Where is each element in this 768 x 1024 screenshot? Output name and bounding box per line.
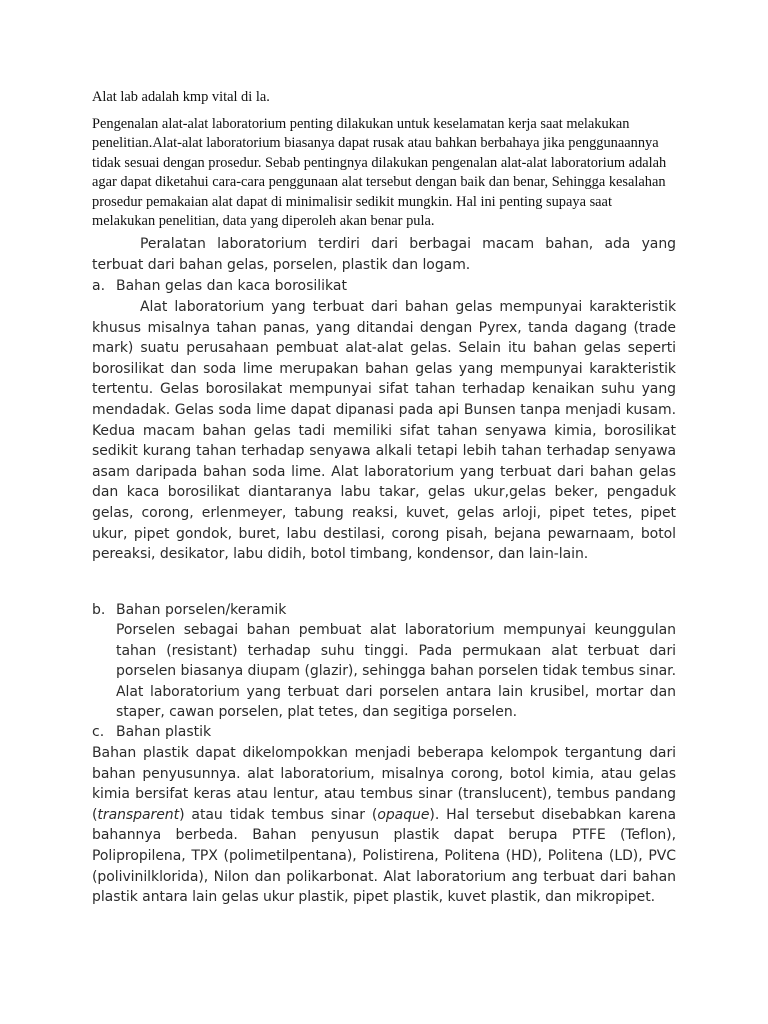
section-b-text: Porselen sebagai bahan pembuat alat laboratorium mempunyai keunggulan tahan (resistant) terhadap suhu tinggi. Pada permukaan alat terbuat dari porselen biasanya diupam (glazir), sehingga bahan porselen tidak tembus sinar. Alat laboratorium yang terbuat dari porselen antara lain krusibel, mortar dan staper, cawan porselen, plat tetes, dan segitiga porselen. (116, 622, 676, 721)
section-a-heading (92, 276, 347, 296)
section-c-text-part2: ) atau tidak tembus sinar ( (179, 806, 378, 823)
section-a-text: Alat laboratorium yang terbuat dari bahan gelas mempunyai karakteristik khusus misalnya tahan panas, yang ditandai dengan Pyrex, tanda dagang (trade mark) suatu perusahaan pembuat alat-alat gelas. Selain itu bahan gelas seperti borosilikat dan soda lime merupakan bahan gelas yang mempunyai karakteristik tertentu. Gelas borosilakat mempunyai sifat tahan terhadap kenaikan suhu yang mendadak. Gelas soda lime dapat dipanasi pada api Bunsen tanpa menjadi kusam. Kedua macam bahan gelas tadi memiliki sifat tahan senyawa kimia, borosilikat sedikit kurang tahan terhadap senyawa alkali tetapi lebih tahan terhadap senyawa asam daripada bahan soda lime. Alat laboratorium yang terbuat dari bahan gelas dan kaca borosilikat diantaranya labu takar, gelas ukur,gelas beker, pengaduk gelas, corong, erlenmeyer, tabung reaksi, kuvet, gelas arloji, pipet tetes, pipet ukur, pipet gondok, buret, labu destilasi, corong pisah, bejana pewarnaam, botol pereaksi, desikator, labu didih, botol timbang, kondensor, dan lain-lain. (92, 299, 676, 563)
transparent-term: transparent (97, 806, 180, 823)
section-c-letter: c. (92, 724, 105, 740)
overview-text: Peralatan laboratorium terdiri dari berbagai macam bahan, ada yang terbuat dari bahan gelas, porselen, plastik dan logam. (92, 236, 676, 273)
section-a-letter: a. (92, 278, 106, 294)
section-b-body (116, 620, 676, 723)
overview-paragraph (92, 234, 676, 275)
section-a-body (92, 297, 676, 565)
section-c-text (92, 743, 676, 908)
section-c-body (92, 743, 676, 908)
section-c-heading (92, 722, 211, 742)
section-b-title: Bahan porselen/keramik (116, 602, 287, 618)
section-a-title: Bahan gelas dan kaca borosilikat (116, 278, 347, 294)
section-b-heading (92, 600, 286, 620)
section-c-text-part1: Bahan plastik dapat dikelompokkan menjadi beberapa kelompok tergantung dari bahan penyusunnya. alat laboratorium, misalnya corong, botol kimia, atau gelas kimia bersifat keras atau lentur, atau tembus sinar (translucent), tembus pandang ( (92, 745, 676, 823)
section-c-title: Bahan plastik (116, 724, 212, 740)
section-c-text-part3: ). Hal tersebut disebabkan karena bahannya berbeda. Bahan penyusun plastik dapat berupa PTFE (Teflon), Polipropilena, TPX (polimetilpentana), Polistirena, Politena (HD), Politena (LD), PVC (polivinilklorida), Nilon dan polikarbonat. Alat laboratorium ang terbuat dari bahan plastik antara lain gelas ukur plastik, pipet plastik, kuvet plastik, dan mikropipet. (92, 806, 677, 906)
page-title: Alat lab adalah kmp vital di la. (92, 89, 270, 105)
intro-paragraph: Pengenalan alat-alat laboratorium penting dilakukan untuk keselamatan kerja saat melakukan penelitian.Alat-alat laboratorium biasanya dapat rusak atau bahkan berbahaya jika penggunaannya tidak sesuai dengan prosedur. Sebab pentingnya dilakukan pengenalan alat-alat laboratorium adalah agar dapat diketahui cara-cara penggunaan alat tersebut dengan baik dan benar, Sehingga kesalahan prosedur pemakaian alat dapat di minimalisir sedikit mungkin. Hal ini penting supaya saat melakukan penelitian, data yang diperoleh akan benar pula. (92, 116, 667, 230)
opaque-term: opaque (377, 806, 430, 823)
section-b-letter: b. (92, 602, 106, 618)
